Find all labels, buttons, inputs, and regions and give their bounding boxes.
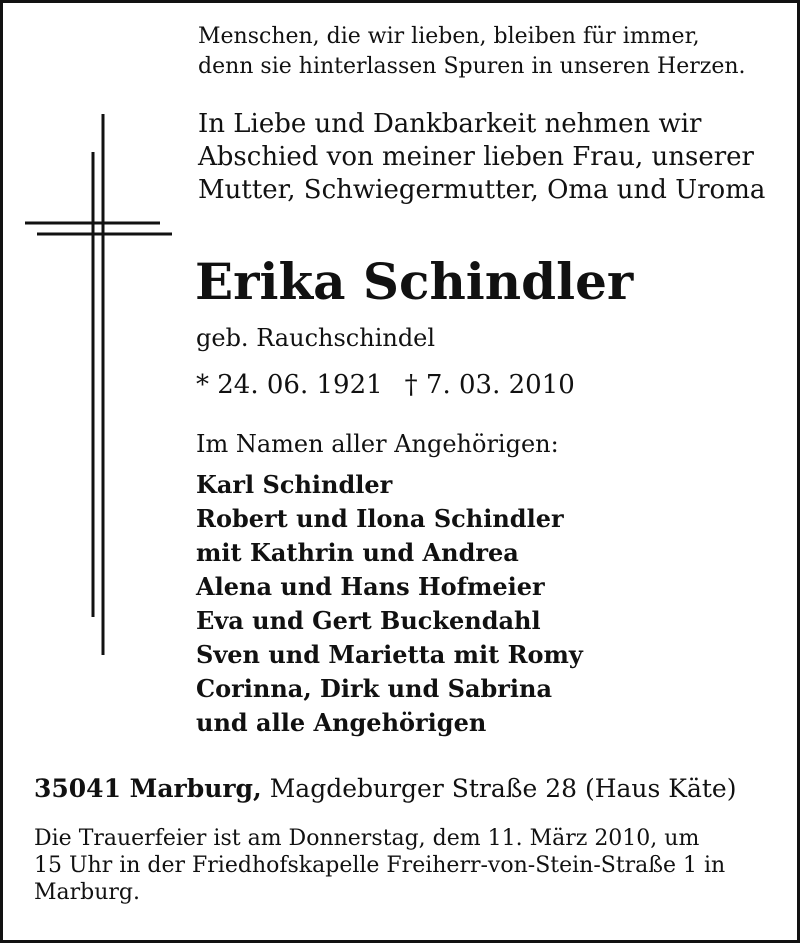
mourner-line: Robert und Ilona Schindler <box>196 504 564 533</box>
motto-line: Menschen, die wir lieben, bleiben für immer, <box>198 24 700 49</box>
address <box>34 772 736 806</box>
birth-date: * 24. 06. 1921 <box>196 370 383 400</box>
motto <box>198 22 746 82</box>
mourner-line: mit Kathrin und Andrea <box>196 538 519 567</box>
mourner-line: und alle Angehörigen <box>196 708 487 737</box>
mourner-line: Alena und Hans Hofmeier <box>196 572 545 601</box>
motto-line: denn sie hinterlassen Spuren in unseren Herzen. <box>198 54 746 79</box>
service-line: Marburg. <box>34 880 141 905</box>
deceased-name: Erika Schindler <box>195 252 634 311</box>
service-line: Die Trauerfeier ist am Donnerstag, dem 11. März 2010, um <box>34 826 700 851</box>
mourner-line: Karl Schindler <box>196 470 393 499</box>
mourner-line: Sven und Marietta mit Romy <box>196 640 583 669</box>
intro-text <box>198 108 765 207</box>
signoff-label: Im Namen aller Angehörigen: <box>196 430 559 458</box>
service-line: 15 Uhr in der Friedhofskapelle Freiherr-von-Stein-Straße 1 in <box>34 853 726 878</box>
mourner-line: Corinna, Dirk und Sabrina <box>196 674 553 703</box>
address-city: 35041 Marburg, <box>34 774 262 803</box>
mourner-line: Eva und Gert Buckendahl <box>196 606 541 635</box>
life-dates <box>196 368 575 402</box>
death-date: † 7. 03. 2010 <box>404 370 575 400</box>
maiden-name: geb. Rauchschindel <box>196 324 436 352</box>
address-street: Magdeburger Straße 28 (Haus Käte) <box>269 774 737 803</box>
service-info <box>34 825 725 906</box>
intro-line: Abschied von meiner lieben Frau, unserer <box>198 142 754 172</box>
mourners-list <box>196 468 583 740</box>
intro-line: Mutter, Schwiegermutter, Oma und Uroma <box>198 175 766 205</box>
intro-line: In Liebe und Dankbarkeit nehmen wir <box>198 109 702 139</box>
